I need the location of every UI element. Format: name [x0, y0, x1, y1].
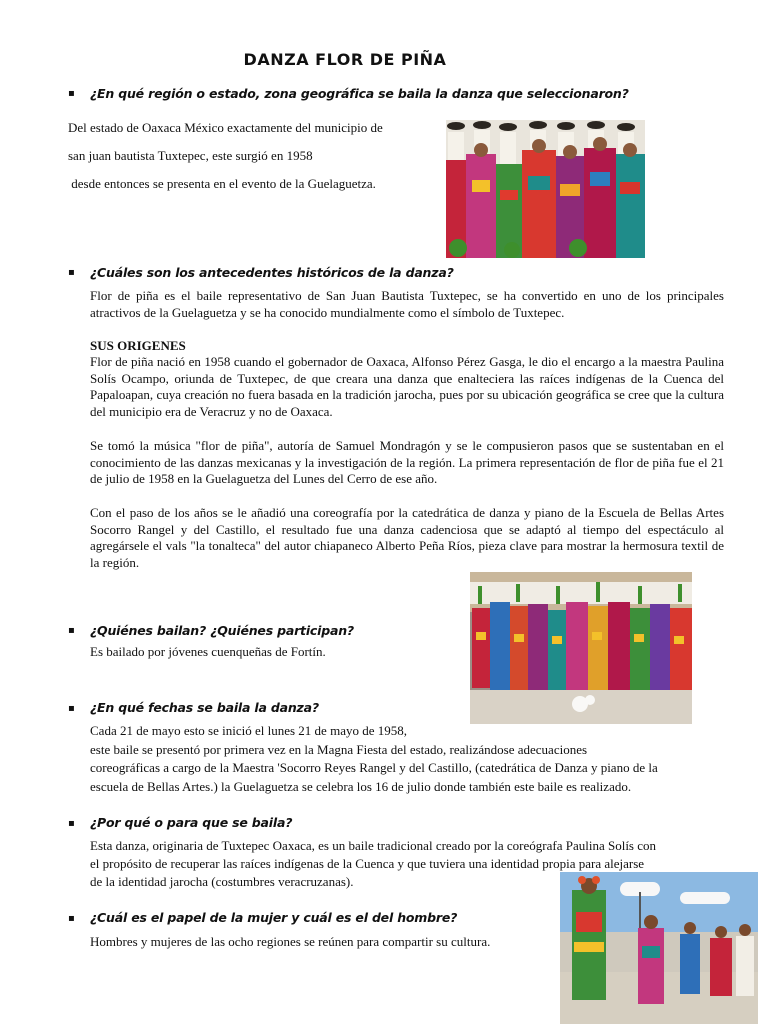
question-dates: ¿En qué fechas se baila la danza?: [90, 700, 319, 715]
answer-dates-line: este baile se presentó por primera vez en la Magna Fiesta del estado, realizándose adecuaciones: [90, 741, 588, 757]
bullet-icon: ▪: [68, 88, 75, 99]
answer-who-dances: Es bailado por jóvenes cuenqueñas de Fortín.: [90, 644, 326, 659]
bullet-icon: ▪: [68, 267, 75, 278]
answer-why-line: el propósito de recuperar las raíces indígenas de la Cuenca y que tuviera una identidad propia para alejarse: [90, 856, 645, 871]
bullet-icon: ▪: [68, 625, 75, 636]
origins-heading: SUS ORIGENES: [90, 338, 186, 353]
answer-region-line: Del estado de Oaxaca México exactamente del municipio de: [68, 120, 383, 135]
history-paragraph-2: Flor de piña nació en 1958 cuando el gobernador de Oaxaca, Alfonso Pérez Gasga, le dio el encargo a la maestra Paulina Solís Ocampo, oriunda de Tuxtepec, de que creara una danza que enalteciera las raíces indígenas de la Cuenca del Papaloapan, cuya creación no fuera basada en la tradición jarocha, pues por su ubicación geográfica se cree que la cultura del municipio era de Veracruz y no de Oaxaca.: [90, 354, 724, 419]
answer-region-line: desde entonces se presenta en el evento de la Guelaguetza.: [68, 176, 376, 191]
history-paragraph-4: Con el paso de los años se le añadió una coreografía por la catedrática de danza y piano de la Escuela de Bellas Artes Socorro Rangel y del Castillo, el resultado fue una danza cadenciosa que se adaptó al tiempo del espectáculo al agregársele el vals "la tonalteca" del autor chiapaneco Alberto Peña Ríos, pieza clave para mostrar la hermosura textil de la región.: [90, 505, 724, 570]
answer-why-line: Esta danza, originaria de Tuxtepec Oaxaca, es un baile tradicional creado por la coreógrafa Paulina Solís con: [90, 838, 657, 853]
history-paragraph-1: Flor de piña es el baile representativo de San Juan Bautista Tuxtepec, se ha convertido en uno de los principales atractivos de la Guelaguetza y se ha conocido mundialmente como el símbolo de Tuxtepec.: [90, 288, 724, 320]
history-paragraph-3: Se tomó la música "flor de piña", autoría de Samuel Mondragón y se le compusieron pasos que se sustentaban en el conocimiento de las danzas mexicanas y la investigación de la región. La primera representación de flor de piña fue el 21 de julio de 1958 en la Guelaguetza del Lunes del Cerro de ese año.: [90, 438, 724, 486]
question-history: ¿Cuáles son los antecedentes históricos de la danza?: [90, 265, 454, 280]
question-why: ¿Por qué o para que se baila?: [90, 815, 293, 830]
answer-dates-line: escuela de Bellas Artes.) la Guelaguetza se celebra los 16 de julio donde también este baile es realizado.: [90, 778, 632, 794]
bullet-icon: ▪: [68, 818, 75, 829]
answer-dates: [90, 722, 730, 796]
bullet-icon: ▪: [68, 913, 75, 924]
dancers-photo-2: [470, 572, 692, 724]
answer-region: [68, 114, 438, 198]
dancers-photo-3: [560, 872, 758, 1024]
page-title: DANZA FLOR DE PIÑA: [243, 50, 447, 69]
question-region: ¿En qué región o estado, zona geográfica se baila la danza que seleccionaron?: [90, 86, 629, 101]
question-roles: ¿Cuál es el papel de la mujer y cuál es el del hombre?: [90, 910, 458, 925]
answer-dates-line: Cada 21 de mayo esto se inició el lunes 21 de mayo de 1958,: [90, 723, 407, 738]
dancers-photo-1: [446, 120, 645, 258]
answer-dates-line: coreográficas a cargo de la Maestra 'Socorro Reyes Rangel y del Castillo, (catedrática de Danza y piano de la: [90, 760, 658, 775]
bullet-icon: ▪: [68, 703, 75, 714]
answer-why-line: de la identidad jarocha (costumbres veracruzanas).: [90, 874, 354, 889]
question-who-dances: ¿Quiénes bailan? ¿Quiénes participan?: [90, 623, 354, 638]
answer-region-line: san juan bautista Tuxtepec, este surgió en 1958: [68, 148, 313, 163]
answer-roles: Hombres y mujeres de las ocho regiones se reúnen para compartir su cultura.: [90, 934, 491, 949]
